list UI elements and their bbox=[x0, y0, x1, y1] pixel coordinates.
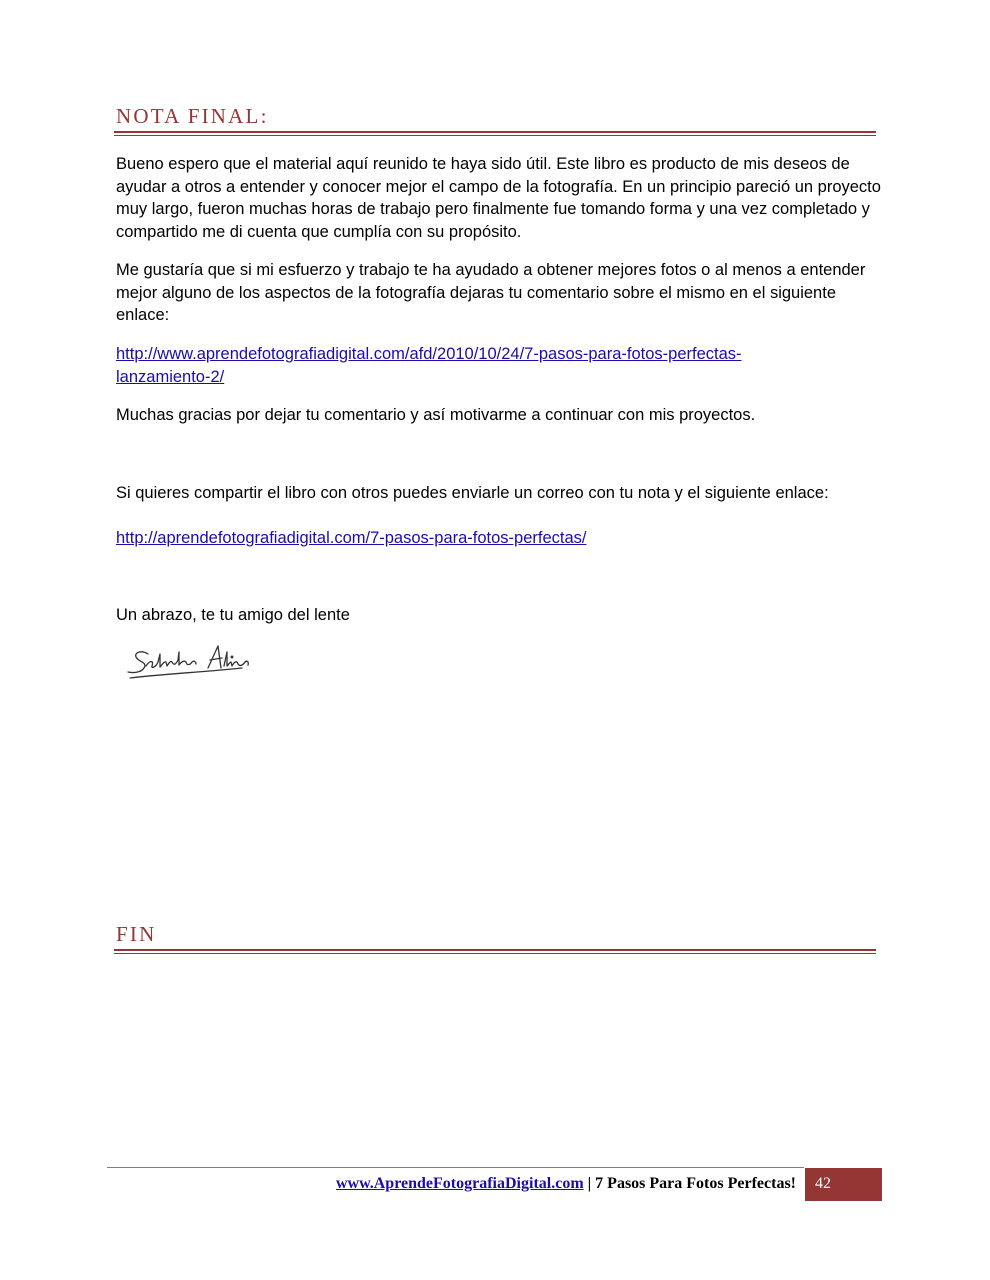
page-number-badge bbox=[805, 1168, 882, 1201]
page-number: 42 bbox=[815, 1175, 831, 1192]
footer-book-title: 7 Pasos Para Fotos Perfectas! bbox=[595, 1175, 796, 1192]
comment-link[interactable] bbox=[116, 345, 742, 386]
section-heading-fin: FIN bbox=[116, 922, 157, 946]
section-heading-nota-final: NOTA FINAL: bbox=[116, 104, 269, 128]
paragraph-request: Me gustaría que si mi esfuerzo y trabajo te ha ayudado a obtener mejores fotos o al menos a entender mejor alguno de los aspectos de la fotografía dejaras tu comentario sobre el mismo en el siguiente enlace: bbox=[116, 261, 866, 325]
paragraph-share: Si quieres compartir el libro con otros puedes enviarle un correo con tu nota y el siguiente enlace: bbox=[116, 484, 829, 502]
comment-link-block bbox=[116, 343, 886, 388]
footer-rule bbox=[107, 1167, 804, 1168]
footer-site-link[interactable]: www.AprendeFotografiaDigital.com bbox=[335, 1175, 584, 1192]
comment-link-line-1: http://www.aprendefotografiadigital.com/afd/2010/10/24/7-pasos-para-fotos-perfectas- bbox=[116, 345, 742, 363]
paragraph-thanks: Muchas gracias por dejar tu comentario y así motivarme a continuar con mis proyectos. bbox=[116, 406, 756, 424]
share-link-block bbox=[116, 527, 886, 550]
heading-rule bbox=[114, 131, 876, 136]
share-link[interactable]: http://aprendefotografiadigital.com/7-pasos-para-fotos-perfectas/ bbox=[116, 529, 587, 547]
paragraph-intro: Bueno espero que el material aquí reunido te haya sido útil. Este libro es producto de mis deseos de ayudar a otros a entender y conocer mejor el campo de la fotografía. En un principio pareció un proyecto muy largo, fueron muchas horas de trabajo pero finalmente fue tomando forma y una vez completado y compartido me di cuenta que cumplía con su propósito. bbox=[116, 155, 881, 241]
footer-separator: | bbox=[583, 1175, 596, 1192]
signature-image bbox=[124, 638, 254, 695]
heading-rule bbox=[114, 949, 876, 954]
closing-text: Un abrazo, te tu amigo del lente bbox=[116, 606, 350, 624]
footer-text bbox=[336, 1175, 796, 1193]
comment-link-line-2: lanzamiento-2/ bbox=[116, 367, 225, 386]
